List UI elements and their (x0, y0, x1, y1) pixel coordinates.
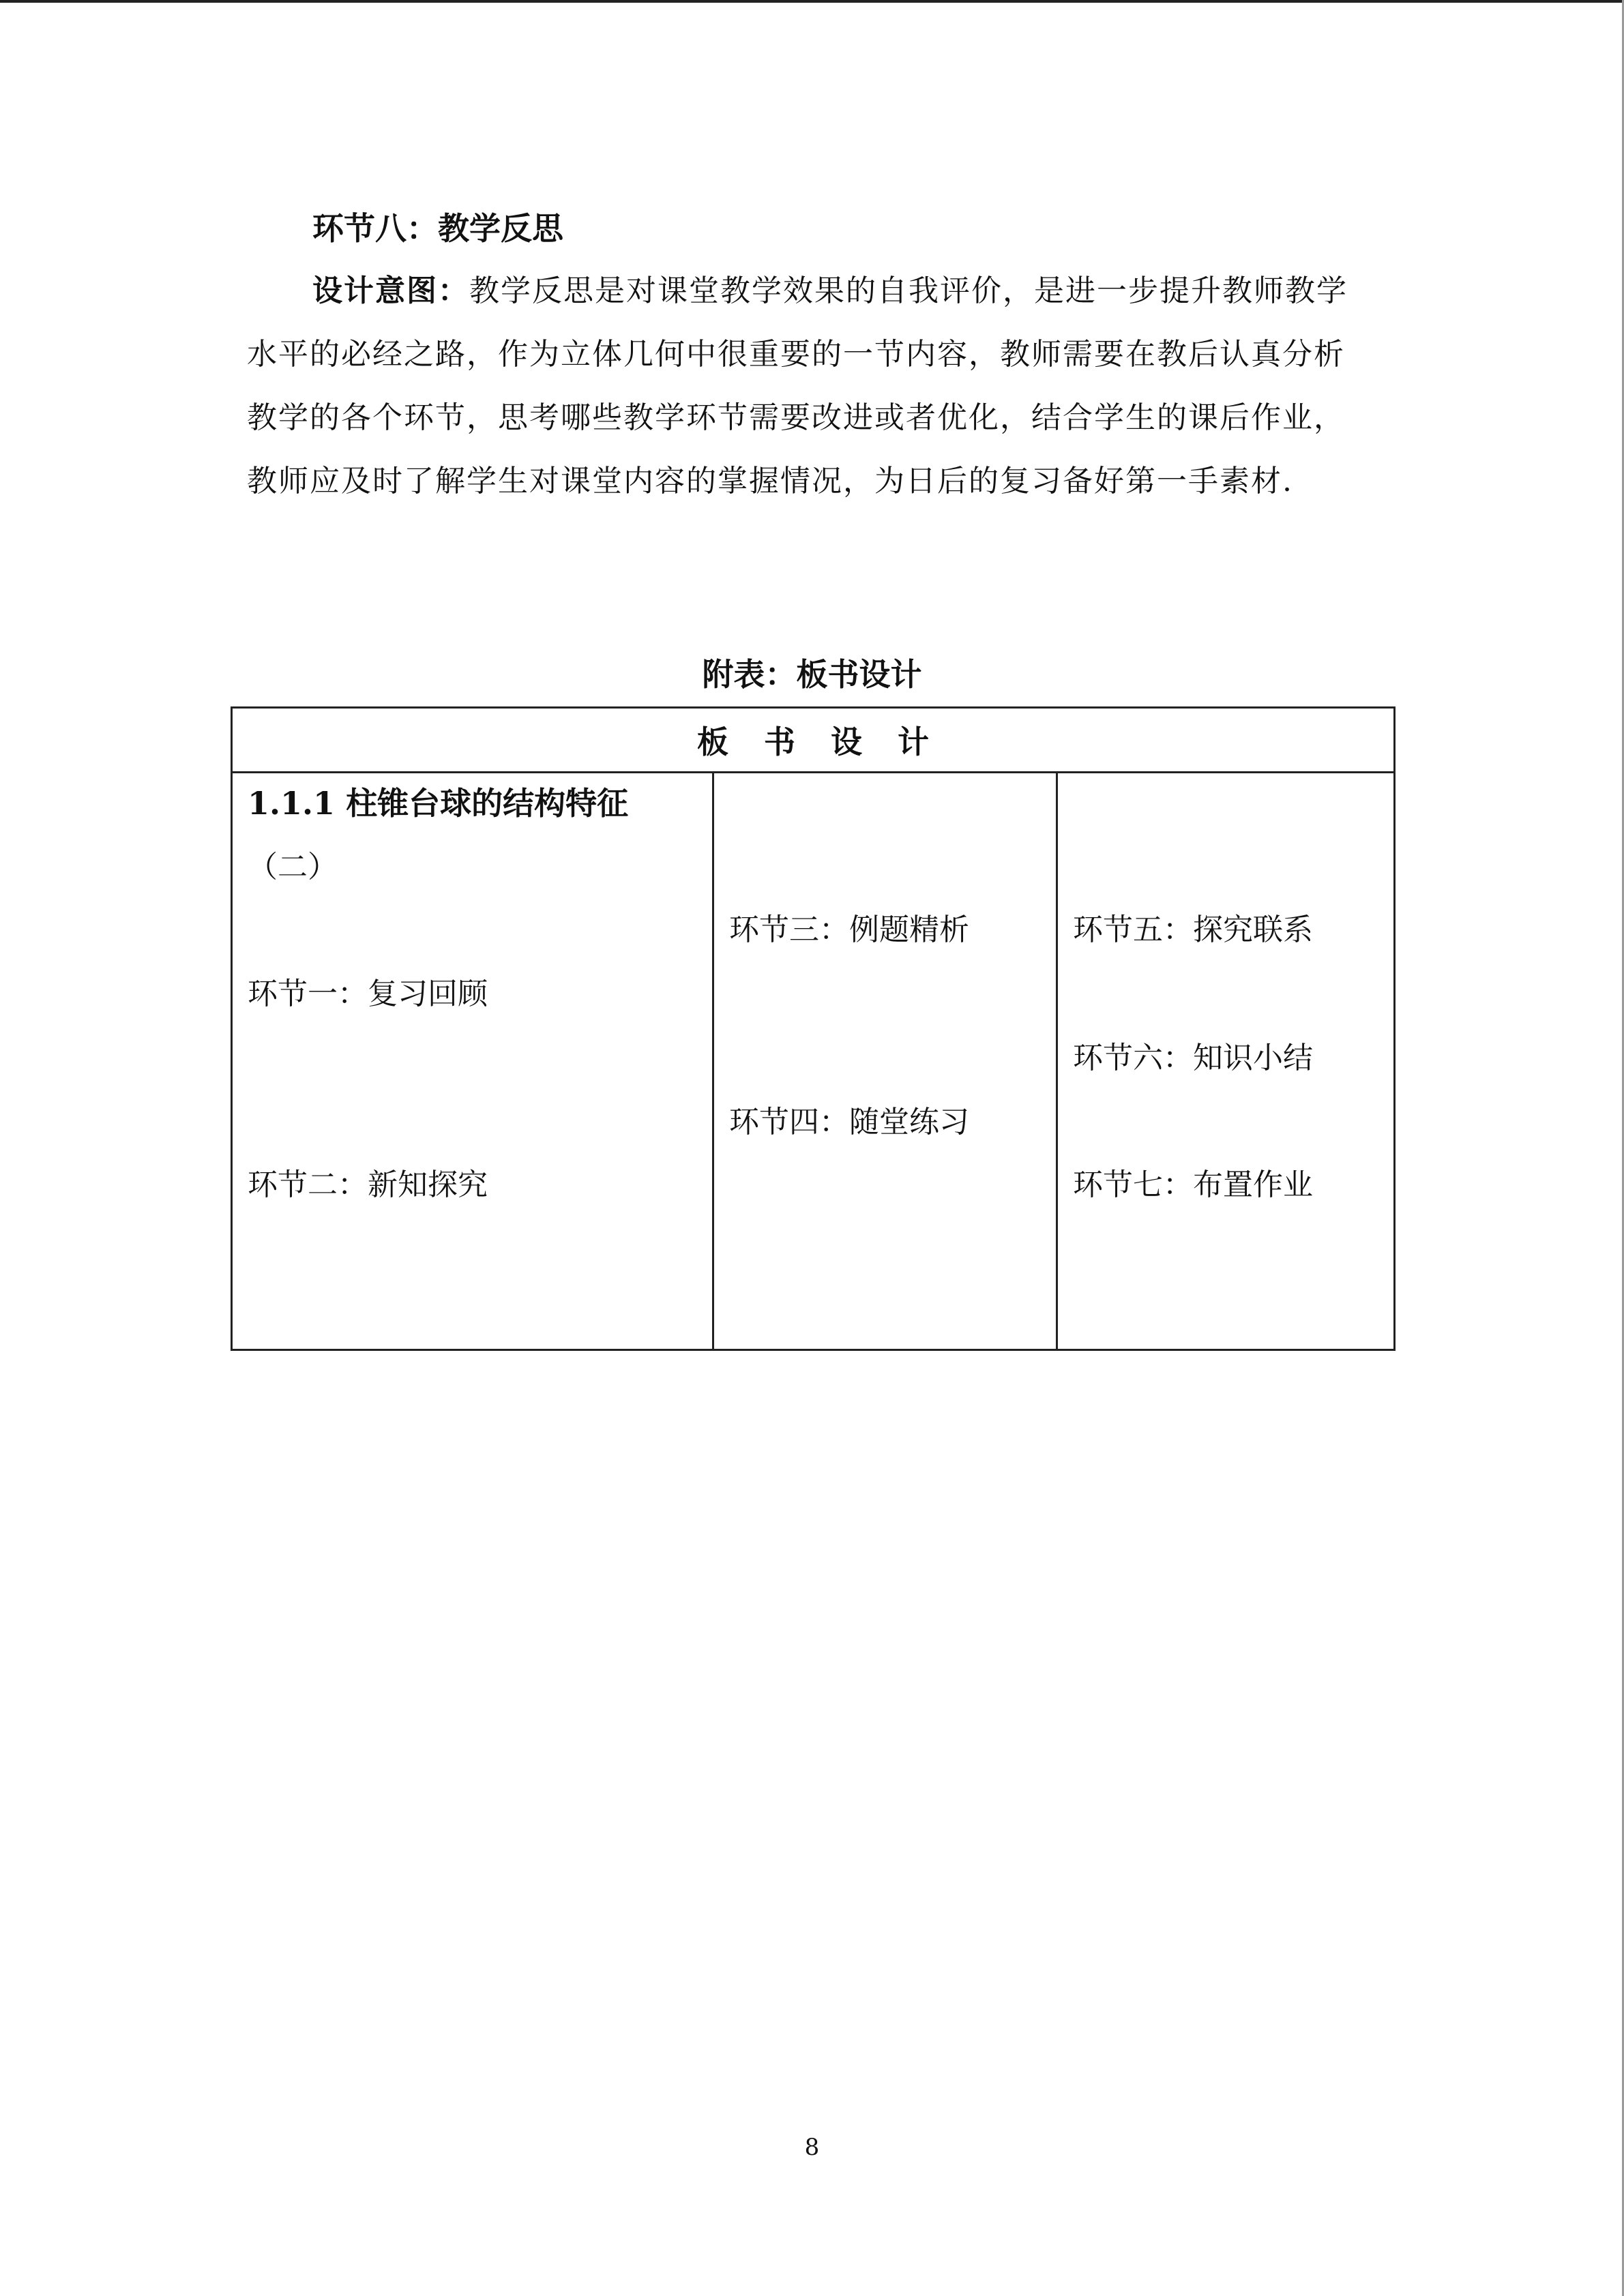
table-cell-column-3 (1057, 773, 1395, 1350)
design-intent-paragraph (247, 259, 1361, 513)
table-header: 板书设计 (232, 708, 1395, 773)
table-cell-column-1 (232, 773, 713, 1350)
page-top-border (0, 0, 1624, 3)
board-item: 环节三：例题精析 (729, 912, 969, 947)
board-item: 环节六：知识小结 (1073, 1041, 1313, 1075)
board-item: 环节五：探究联系 (1073, 912, 1313, 947)
design-intent-text: 教学反思是对课堂教学效果的自我评价，是进一步提升教师教学水平的必经之路，作为立体几何中很重要的一节内容，教师需要在教后认真分析教学的各个环节，思考哪些教学环节需要改进或者优化，结合学生的课后作业，教师应及时了解学生对课堂内容的掌握情况，为日后的复习备好第一手素材. (247, 273, 1348, 498)
board-item: 环节四：随堂练习 (729, 1105, 969, 1139)
section-heading: 环节八：教学反思 (312, 210, 563, 247)
board-item: 环节七：布置作业 (1073, 1167, 1313, 1202)
board-item: 环节二：新知探究 (248, 1167, 488, 1202)
table-header-row (232, 708, 1395, 773)
board-item: 环节一：复习回顾 (248, 976, 488, 1011)
table-caption: 附表：板书设计 (702, 656, 922, 693)
page-number: 8 (804, 2134, 820, 2161)
board-design-table (231, 706, 1396, 1351)
table-body-row (232, 773, 1395, 1350)
board-subtitle: （二） (248, 850, 338, 884)
board-title: 1.1.1 柱锥台球的结构特征 (248, 785, 629, 822)
design-intent-label: 设计意图： (312, 273, 469, 308)
table-cell-column-2 (713, 773, 1057, 1350)
